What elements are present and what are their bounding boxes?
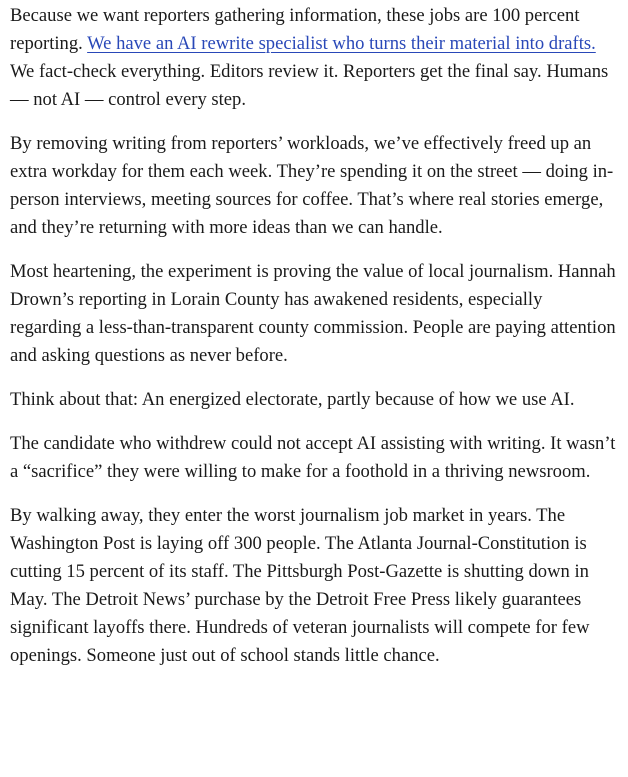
paragraph-job-market: By walking away, they enter the worst journalism job market in years. The Washington Post is laying off 300 people. The Atlanta Journal-Constitution is cutting 15 percent of its staff. The Pittsburgh Post-Gazette is shutting down in May. The Detroit News’ purchase by the Detroit Free Press likely guarantees significant layoffs there. Hundreds of veteran journalists will compete for few openings. Someone just out of school stands little chance.	[10, 505, 590, 666]
paragraph-local-journalism: Most heartening, the experiment is proving the value of local journalism. Hannah Drown’s reporting in Lorain County has awakened residents, especially regarding a less-than-transparent county commission. People are paying attention and asking questions as never before.	[10, 261, 616, 366]
paragraph-text: Because we want reporters gathering information, these jobs are 100 percent reporting.	[10, 5, 580, 54]
paragraph-ai-rewrite	[10, 2, 618, 114]
ai-rewrite-specialist-link[interactable]: We have an AI rewrite specialist who turns their material into drafts.	[87, 33, 596, 54]
paragraph-extra-workday: By removing writing from reporters’ workloads, we’ve effectively freed up an extra workday for them each week. They’re spending it on the street — doing in-person interviews, meeting sources for coffee. That’s where real stories emerge, and they’re returning with more ideas than we can handle.	[10, 133, 614, 238]
paragraph-text: We fact-check everything. Editors review it. Reporters get the final say. Humans — not AI — control every step.	[10, 61, 609, 110]
paragraph-energized-electorate: Think about that: An energized electorate, partly because of how we use AI.	[10, 389, 575, 410]
paragraph-candidate-withdrew: The candidate who withdrew could not accept AI assisting with writing. It wasn’t a “sacrifice” they were willing to make for a foothold in a thriving newsroom.	[10, 433, 616, 482]
